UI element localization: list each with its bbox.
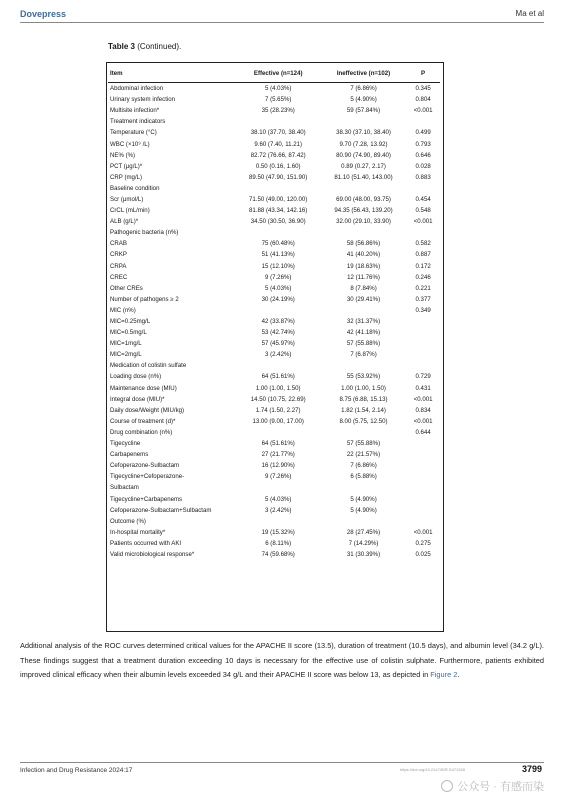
cell-effective: 75 (60.48%) xyxy=(261,240,295,248)
table-row xyxy=(108,216,440,227)
cell-ineffective: 38.30 (37.10, 38.40) xyxy=(336,129,391,137)
figure-link[interactable]: Figure 2 xyxy=(430,670,458,679)
cell-item: MIC=0.5mg/L xyxy=(110,329,147,337)
cell-item: Maintenance dose (MIU) xyxy=(110,384,177,392)
cell-item: Number of pathogens ≥ 2 xyxy=(110,295,179,303)
cell-ineffective: 5 (4.90%) xyxy=(350,96,377,104)
table-row xyxy=(108,83,440,95)
cell-ineffective: 32 (31.37%) xyxy=(346,318,381,326)
cell-p xyxy=(406,116,440,127)
cell-effective: 27 (21.77%) xyxy=(261,451,295,459)
cell-p: 0.454 xyxy=(415,195,431,203)
table-row xyxy=(108,460,440,471)
cell-ineffective: 8.75 (6.88, 15.13) xyxy=(339,395,388,403)
cell-effective xyxy=(236,227,321,238)
cell-p xyxy=(406,471,440,482)
cell-p: 0.793 xyxy=(415,140,431,148)
body-text-end: . xyxy=(457,670,460,679)
cell-p xyxy=(406,327,440,338)
cell-ineffective: 41 (40.20%) xyxy=(346,251,381,259)
cell-ineffective: 19 (18.63%) xyxy=(346,262,381,270)
table-row xyxy=(108,150,440,161)
cell-p: <0.001 xyxy=(413,218,433,226)
cell-item: CRPA xyxy=(110,262,127,270)
cell-effective: 13.00 (9.00, 17.00) xyxy=(252,417,304,425)
cell-effective: 19 (15.32%) xyxy=(261,528,295,536)
cell-ineffective: 7 (6.87%) xyxy=(350,351,377,359)
cell-ineffective: 5 (4.90%) xyxy=(350,495,377,503)
cell-ineffective xyxy=(321,360,406,371)
cell-p: 0.246 xyxy=(415,273,431,281)
cell-ineffective xyxy=(321,427,406,438)
cell-effective: 64 (51.61%) xyxy=(261,373,295,381)
cell-effective: 9 (7.26%) xyxy=(264,473,292,481)
header-p: P xyxy=(406,64,440,83)
cell-p: 0.834 xyxy=(415,406,431,414)
cell-p: <0.001 xyxy=(413,395,433,403)
cell-effective xyxy=(236,427,321,438)
cell-p: <0.001 xyxy=(413,107,433,115)
cell-effective: 30 (24.19%) xyxy=(261,295,295,303)
cell-item: MIC=0.25mg/L xyxy=(110,318,151,326)
table-row xyxy=(108,94,440,105)
cell-item: Temperature (°C) xyxy=(110,129,157,137)
cell-ineffective: 7 (6.86%) xyxy=(350,85,377,93)
cell-p xyxy=(406,438,440,449)
cell-p xyxy=(406,227,440,238)
cell-effective: 3 (2.42%) xyxy=(264,506,292,514)
cell-ineffective: 42 (41.18%) xyxy=(346,329,381,337)
cell-p: 0.582 xyxy=(415,240,431,248)
cell-p: 0.883 xyxy=(415,173,431,181)
table-row xyxy=(108,383,440,394)
cell-effective: 38.10 (37.70, 38.40) xyxy=(250,129,306,137)
footer-divider xyxy=(20,762,544,763)
table-row xyxy=(108,371,440,382)
cell-effective: 81.88 (43.34, 142.16) xyxy=(249,207,308,215)
table-row xyxy=(108,405,440,416)
cell-ineffective: 28 (27.45%) xyxy=(346,528,381,536)
cell-effective xyxy=(236,360,321,371)
table-row xyxy=(108,294,440,305)
cell-item: Medication of colistin sulfate xyxy=(110,362,187,370)
cell-p: 0.025 xyxy=(415,550,431,558)
cell-effective xyxy=(236,305,321,316)
cell-p: 0.028 xyxy=(415,162,431,170)
table-row xyxy=(108,116,440,127)
cell-effective: 34.50 (30.50, 36.90) xyxy=(250,218,306,226)
cell-item: Drug combination (n%) xyxy=(110,428,173,436)
cell-effective: 5 (4.03%) xyxy=(264,85,292,93)
cell-p xyxy=(406,460,440,471)
cell-p xyxy=(406,349,440,360)
cell-effective: 14.50 (10.75, 22.69) xyxy=(250,395,306,403)
cell-item: Carbapenems xyxy=(110,451,149,459)
cell-ineffective xyxy=(321,116,406,127)
cell-effective: 35 (28.23%) xyxy=(261,107,295,115)
table-caption-suffix: (Continued). xyxy=(134,42,182,51)
table-row xyxy=(108,249,440,260)
running-head: Ma et al xyxy=(515,9,544,18)
table-row xyxy=(108,305,440,316)
cell-p: 0.644 xyxy=(415,428,431,436)
cell-ineffective: 8 (7.84%) xyxy=(350,284,377,292)
cell-item: Abdominal infection xyxy=(110,85,164,93)
cell-effective: 9 (7.26%) xyxy=(264,273,292,281)
cell-ineffective: 12 (11.76%) xyxy=(347,273,380,281)
cell-effective xyxy=(236,116,321,127)
results-table xyxy=(108,64,440,560)
cell-item: MIC=2mg/L xyxy=(110,351,142,359)
cell-ineffective: 9.70 (7.28, 13.92) xyxy=(339,140,388,148)
cell-ineffective: 55 (53.92%) xyxy=(346,373,381,381)
table-row xyxy=(108,482,440,493)
cell-p: 0.431 xyxy=(415,384,431,392)
table-row xyxy=(108,394,440,405)
cell-ineffective: 81.10 (51.40, 143.00) xyxy=(334,173,393,181)
body-paragraph xyxy=(20,639,544,683)
cell-item: CRP (mg/L) xyxy=(110,173,143,181)
header-effective: Effective (n=124) xyxy=(236,64,321,83)
table-row xyxy=(108,538,440,549)
cell-item: Daily dose/Weight (MIU/kg) xyxy=(110,406,185,414)
table-row xyxy=(108,527,440,538)
table-row xyxy=(108,205,440,216)
cell-item: CRAB xyxy=(110,240,127,248)
cell-effective: 71.50 (49.00, 120.00) xyxy=(249,195,308,203)
table-row xyxy=(108,238,440,249)
footer-doi[interactable]: https://doi.org/10.2147/IDR.S471328 xyxy=(400,767,465,772)
cell-item: Outcome (%) xyxy=(110,517,146,525)
cell-effective: 74 (59.68%) xyxy=(261,550,295,558)
cell-effective: 0.50 (0.16, 1.60) xyxy=(255,162,301,170)
cell-item: Cefoperazone-Sulbactam+Sulbactam xyxy=(110,506,212,514)
cell-ineffective: 57 (55.88%) xyxy=(346,440,381,448)
table-caption xyxy=(108,42,181,51)
cell-p: 0.345 xyxy=(415,85,431,93)
cell-effective xyxy=(236,183,321,194)
cell-effective: 7 (5.65%) xyxy=(264,96,292,104)
cell-item: Tigecycline xyxy=(110,440,141,448)
body-text: Additional analysis of the ROC curves determined critical values for the APACHE II score (13.5), duration of treatment (10.5 days), and albumin level (34.2 g/L). These findings suggest that a treatment duration exceeding 10 days is necessary for the effective use of colistin sulphate. Furthermore, patients exhibited improved clinical efficacy when their albumin levels exceeded 34 g/L and their APACHE II score was below 13, as depicted in xyxy=(20,641,544,679)
cell-p: 0.729 xyxy=(415,373,431,381)
cell-item: Patients occurred with AKI xyxy=(110,539,182,547)
table-row xyxy=(108,316,440,327)
table-row xyxy=(108,272,440,283)
cell-ineffective: 7 (6.86%) xyxy=(350,462,377,470)
cell-p xyxy=(406,505,440,516)
cell-p: 0.377 xyxy=(415,295,431,303)
cell-item: Integral dose (MIU)* xyxy=(110,395,165,403)
table-row xyxy=(108,360,440,371)
table-row xyxy=(108,161,440,172)
cell-p xyxy=(406,360,440,371)
table-row xyxy=(108,105,440,116)
cell-p xyxy=(406,516,440,527)
table-row xyxy=(108,349,440,360)
cell-item: Baseline condition xyxy=(110,184,160,192)
cell-p xyxy=(406,338,440,349)
cell-p: <0.001 xyxy=(413,417,433,425)
cell-p xyxy=(406,482,440,493)
cell-item: Treatment indicators xyxy=(110,118,166,126)
cell-item: MIC (n%) xyxy=(110,306,136,314)
cell-item: Loading dose (n%) xyxy=(110,373,162,381)
table-row xyxy=(108,261,440,272)
cell-ineffective: 5 (4.90%) xyxy=(350,506,377,514)
table-body xyxy=(108,83,440,561)
table-row xyxy=(108,327,440,338)
table-row xyxy=(108,338,440,349)
cell-item: Tigecycline+Carbapenems xyxy=(110,495,183,503)
table-row xyxy=(108,549,440,560)
cell-ineffective: 1.82 (1.54, 2.14) xyxy=(341,406,386,414)
cell-item: MIC=1mg/L xyxy=(110,340,142,348)
cell-p: 0.548 xyxy=(415,207,431,215)
table-caption-label: Table 3 xyxy=(108,42,135,51)
table-header-row xyxy=(108,64,440,83)
cell-ineffective: 8.00 (5.75, 12.50) xyxy=(339,417,388,425)
cell-effective: 51 (41.13%) xyxy=(261,251,295,259)
table-row xyxy=(108,438,440,449)
table-row xyxy=(108,449,440,460)
cell-effective: 5 (4.03%) xyxy=(264,495,292,503)
cell-p: 0.172 xyxy=(415,262,431,270)
cell-p: 0.499 xyxy=(415,129,431,137)
cell-item: Sulbactam xyxy=(110,484,139,492)
table-row xyxy=(108,183,440,194)
cell-effective: 53 (42.74%) xyxy=(261,329,295,337)
cell-effective: 57 (45.97%) xyxy=(261,340,295,348)
cell-effective: 5 (4.03%) xyxy=(264,284,292,292)
table-row xyxy=(108,194,440,205)
cell-item: ALB (g/L)* xyxy=(110,218,139,226)
cell-ineffective: 30 (29.41%) xyxy=(346,295,381,303)
cell-p: 0.275 xyxy=(415,539,431,547)
table-row xyxy=(108,471,440,482)
cell-p: 0.349 xyxy=(415,306,431,314)
cell-effective: 1.00 (1.00, 1.50) xyxy=(255,384,301,392)
table-row xyxy=(108,505,440,516)
cell-effective: 89.50 (47.90, 151.90) xyxy=(249,173,308,181)
cell-item: Multisite infection* xyxy=(110,107,160,115)
table-row xyxy=(108,516,440,527)
cell-effective xyxy=(236,482,321,493)
watermark-text: 公众号 · 有感而染 xyxy=(457,781,544,793)
cell-ineffective: 31 (30.39%) xyxy=(346,550,381,558)
table-row xyxy=(108,427,440,438)
cell-item: CRKP xyxy=(110,251,127,259)
table-row xyxy=(108,283,440,294)
cell-p: <0.001 xyxy=(413,528,433,536)
cell-ineffective: 6 (5.88%) xyxy=(350,473,377,481)
cell-item: CREC xyxy=(110,273,128,281)
cell-effective: 6 (8.11%) xyxy=(265,539,292,547)
table-row xyxy=(108,227,440,238)
cell-effective: 3 (2.42%) xyxy=(264,351,292,359)
cell-ineffective xyxy=(321,305,406,316)
cell-effective: 82.72 (76.66, 87.42) xyxy=(250,151,306,159)
wechat-icon xyxy=(441,780,453,792)
table-row xyxy=(108,493,440,504)
cell-item: Urinary system infection xyxy=(110,96,176,104)
cell-ineffective: 94.35 (56.43, 139.20) xyxy=(334,207,393,215)
cell-item: Other CREs xyxy=(110,284,143,292)
cell-item: Tigecycline+Cefoperazone- xyxy=(110,473,185,481)
footer-journal: Infection and Drug Resistance 2024:17 xyxy=(20,767,133,774)
cell-p xyxy=(406,449,440,460)
cell-p: 0.804 xyxy=(415,96,431,104)
cell-item: In-hospital mortality* xyxy=(110,528,166,536)
table-row xyxy=(108,138,440,149)
cell-ineffective: 7 (14.29%) xyxy=(348,539,379,547)
cell-item: Cefoperazone-Sulbactam xyxy=(110,462,180,470)
cell-ineffective xyxy=(321,516,406,527)
cell-ineffective: 22 (21.57%) xyxy=(346,451,381,459)
cell-ineffective: 57 (55.88%) xyxy=(346,340,381,348)
cell-effective: 15 (12.10%) xyxy=(261,262,295,270)
page-number: 3799 xyxy=(521,764,542,774)
cell-effective: 42 (33.87%) xyxy=(261,318,295,326)
cell-ineffective xyxy=(321,183,406,194)
cell-item: CrCL (mL/min) xyxy=(110,207,150,215)
cell-ineffective: 0.89 (0.27, 2.17) xyxy=(341,162,386,170)
cell-ineffective xyxy=(321,482,406,493)
cell-p xyxy=(406,183,440,194)
cell-ineffective: 69.00 (48.00, 93.75) xyxy=(336,195,391,203)
cell-item: Pathogenic bacteria (n%) xyxy=(110,229,179,237)
journal-brand: Dovepress xyxy=(20,9,67,19)
table-row xyxy=(108,172,440,183)
cell-effective: 9.60 (7.40, 11.21) xyxy=(254,140,303,148)
cell-item: PCT (μg/L)* xyxy=(110,162,143,170)
cell-p: 0.221 xyxy=(415,284,431,292)
cell-ineffective: 1.00 (1.00, 1.50) xyxy=(341,384,386,392)
cell-item: Course of treatment (d)* xyxy=(110,417,176,425)
cell-ineffective: 59 (57.84%) xyxy=(346,107,381,115)
cell-effective: 16 (12.90%) xyxy=(261,462,295,470)
cell-ineffective: 32.00 (29.10, 33.90) xyxy=(336,218,391,226)
cell-item: NE% (%) xyxy=(110,151,136,159)
cell-item: WBC (×10⁹ /L) xyxy=(110,140,150,148)
cell-effective xyxy=(236,516,321,527)
cell-ineffective: 80.90 (74.90, 89.40) xyxy=(336,151,391,159)
cell-ineffective xyxy=(321,227,406,238)
cell-p xyxy=(406,493,440,504)
cell-effective: 1.74 (1.50, 2.27) xyxy=(255,406,301,414)
cell-p xyxy=(406,316,440,327)
table-row xyxy=(108,416,440,427)
table-row xyxy=(108,127,440,138)
cell-ineffective: 58 (56.86%) xyxy=(346,240,381,248)
cell-p: 0.887 xyxy=(415,251,431,259)
watermark xyxy=(441,778,544,794)
cell-effective: 64 (51.61%) xyxy=(261,440,295,448)
header-item: Item xyxy=(108,64,236,83)
header-ineffective: Ineffective (n=102) xyxy=(321,64,406,83)
cell-item: Valid microbiological response* xyxy=(110,550,195,558)
cell-p: 0.646 xyxy=(415,151,431,159)
cell-item: Scr (μmol/L) xyxy=(110,195,144,203)
header-divider xyxy=(20,22,544,23)
